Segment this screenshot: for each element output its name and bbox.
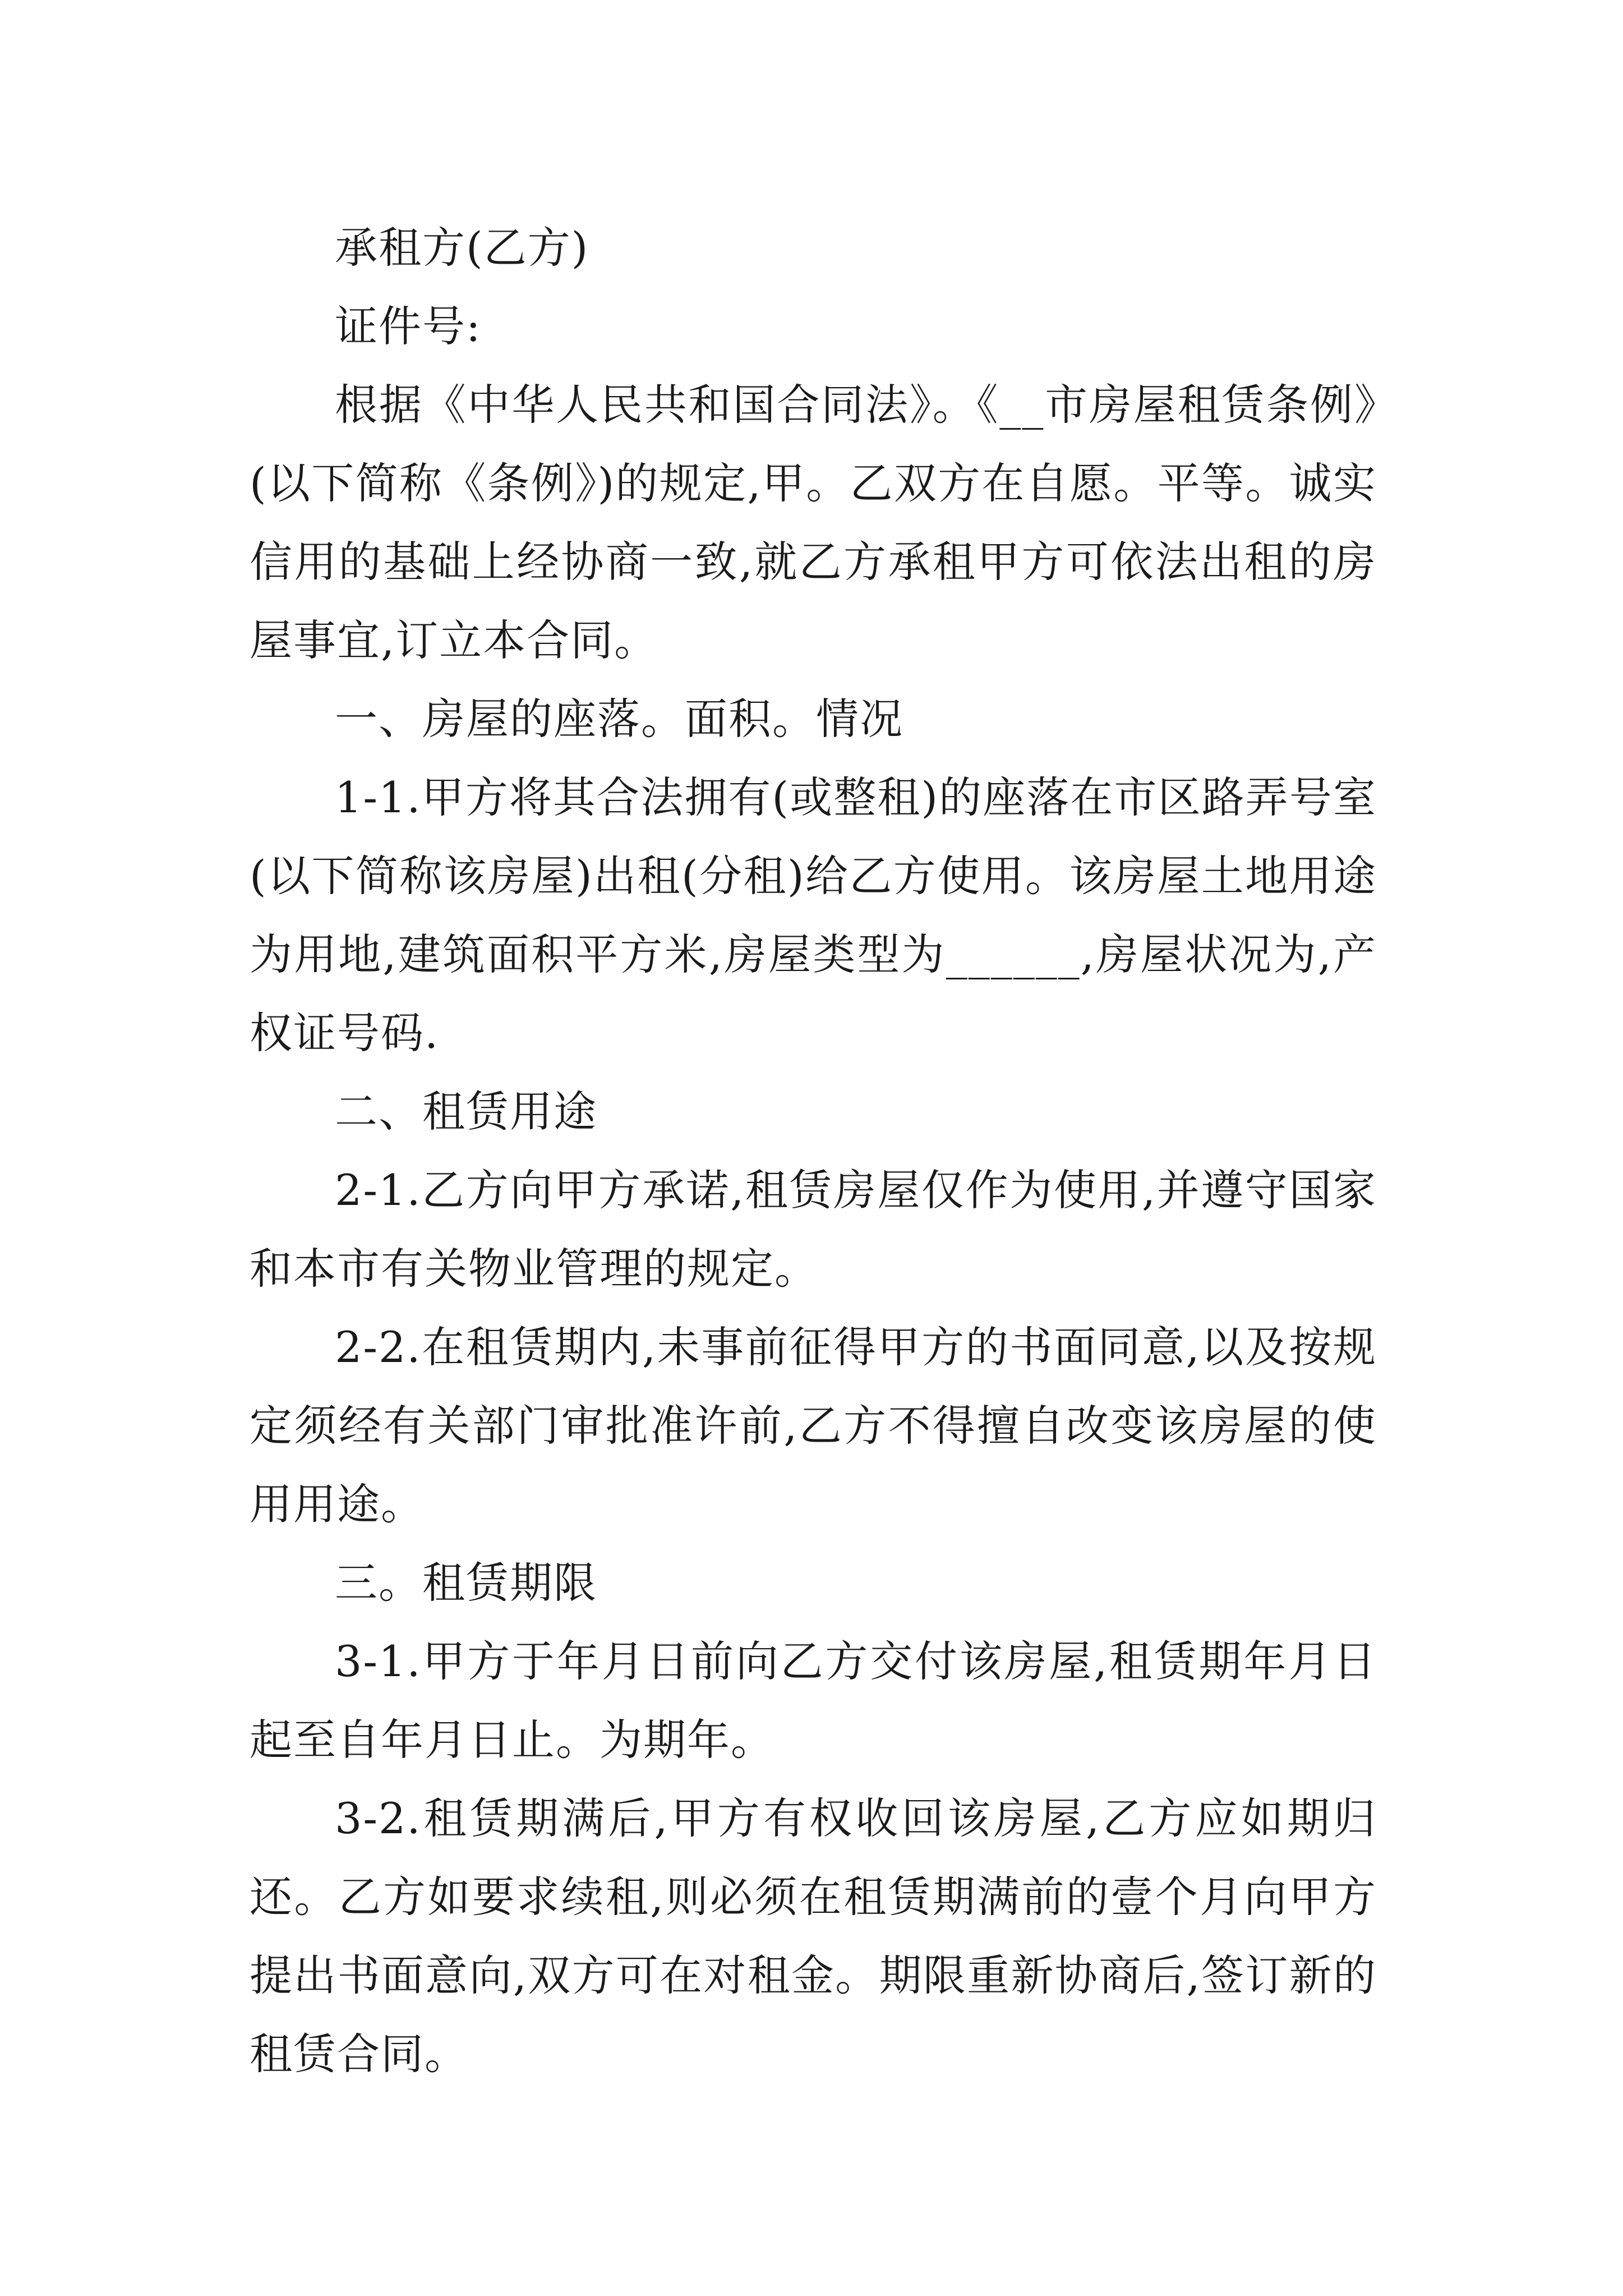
section-1-heading: 一、房屋的座落。面积。情况 [335, 694, 903, 744]
clause-2-2: 2-2.在租赁期内,未事前征得甲方的书面同意,以及按规定须经有关部门审批准许前,乙方不得擅自改变该房屋的使用用途。 [250, 1322, 1377, 1529]
clause-3-2: 3-2.租赁期满后,甲方有权收回该房屋,乙方应如期归还。乙方如要求续租,则必须在租赁期满前的壹个月向甲方提出书面意向,双方可在对租金。期限重新协商后,签订新的租赁合同。 [250, 1793, 1377, 2079]
id-number-line: 证件号: [335, 301, 482, 351]
section-3-heading: 三。租赁期限 [335, 1558, 597, 1608]
preamble-paragraph: 根据《中华人民共和国合同法》。《__市房屋租赁条例》(以下简称《条例》)的规定,甲。乙双方在自愿。平等。诚实信用的基础上经协商一致,就乙方承租甲方可依法出租的房屋事宜,订立本合同。 [250, 380, 1377, 665]
clause-3-1: 3-1.甲方于年月日前向乙方交付该房屋,租赁期年月日起至自年月日止。为期年。 [250, 1636, 1377, 1765]
contract-body [250, 209, 1377, 2093]
clause-2-1: 2-1.乙方向甲方承诺,租赁房屋仅作为使用,并遵守国家和本市有关物业管理的规定。 [250, 1165, 1377, 1294]
section-2-heading: 二、租赁用途 [335, 1087, 597, 1137]
lessee-line: 承租方(乙方) [335, 223, 589, 273]
clause-1-1: 1-1.甲方将其合法拥有(或整租)的座落在市区路弄号室(以下简称该房屋)出租(分租)给乙方使用。该房屋土地用途为用地,建筑面积平方米,房屋类型为______,房屋状况为,产权证号码. [250, 772, 1377, 1058]
